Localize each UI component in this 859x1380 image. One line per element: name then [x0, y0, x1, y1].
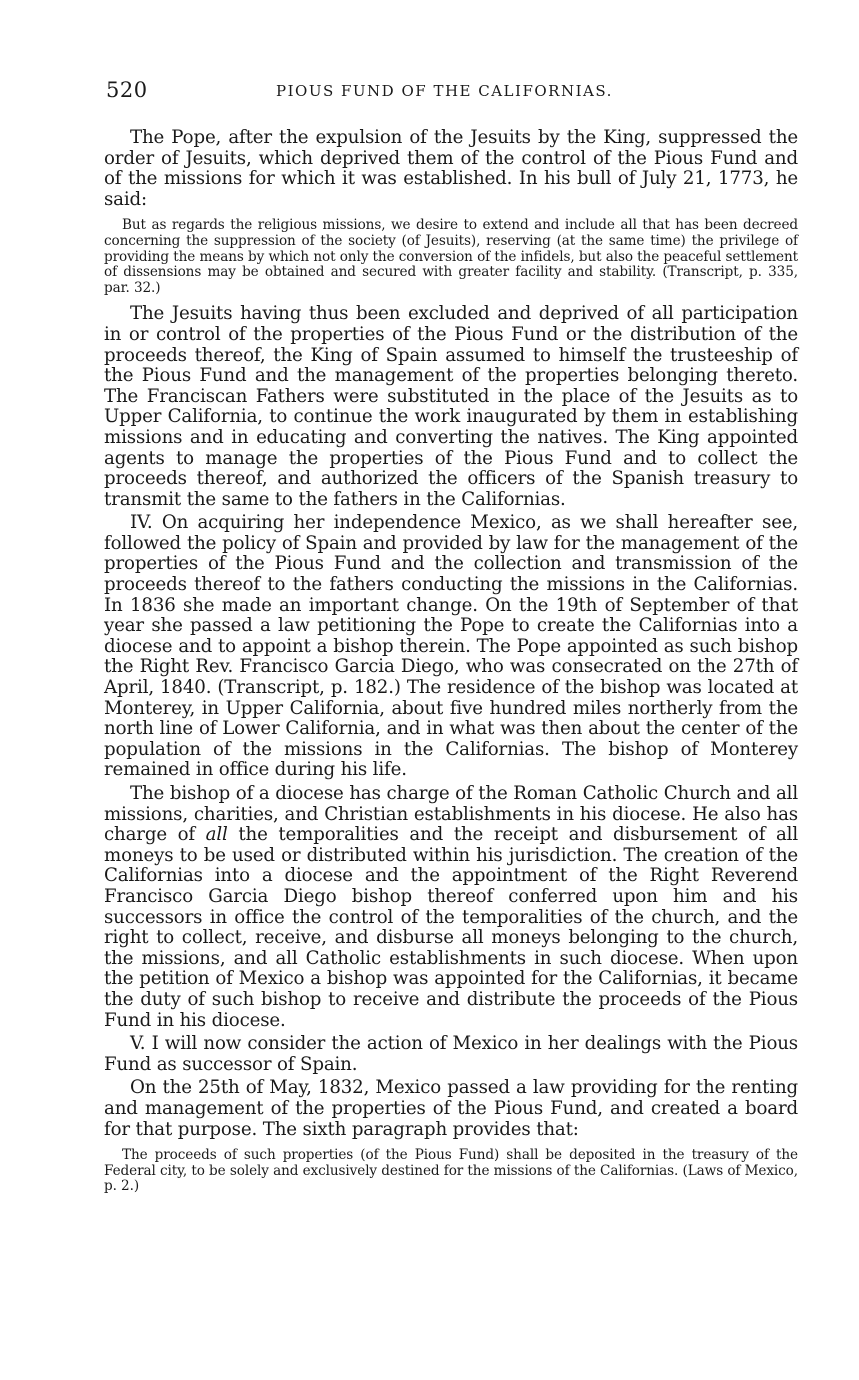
block-quote-papal-bull: But as regards the religious missions, we desire to extend and include all that has been decreed concerning the suppression of the society (of Jesuits), reserving (at the same time) the privilege of providing the means by which not only the conversion of the infidels, but also the peaceful settlement of dissensions may be obtained and secured with greater facility and stability. (Transcript, p. 335, par. 32.) [104, 217, 798, 296]
paragraph-bishop-diocese [104, 784, 798, 1031]
running-title: PIOUS FUND OF THE CALIFORNIAS. [276, 82, 613, 100]
block-quote-laws-of-mexico: The proceeds of such properties (of the Pious Fund) shall be deposited in the treasury of the Federal city, to be solely and exclusively destined for the missions of the Californias. (Laws of Mexico, p. 2.) [104, 1147, 798, 1195]
page-number: 520 [106, 78, 148, 102]
paragraph-section-iv: IV. On acquiring her independence Mexico, as we shall hereafter see, followed the policy of Spain and provided by law for the management of the properties of the Pious Fund and the collection and transmission of the proceeds thereof to the fathers conducting the missions in the Californias. In 1836 she made an important change. On the 19th of September of that year she passed a law petitioning the Pope to create the Californias into a diocese and to appoint a bishop therein. The Pope appointed as such bishop the Right Rev. Francisco Garcia Diego, who was consecrated on the 27th of April, 1840. (Transcript, p. 182.) The residence of the bishop was located at Monterey, in Upper California, about five hundred miles northerly from the north line of Lower California, and in what was then about the center of the population of the missions in the Californias. The bishop of Monterey remained in office during his life. [104, 512, 798, 781]
paragraph-text-before-emphasis: The bishop of a diocese has charge of the Roman Catholic Church and all missions, charities, and Christian establishments in his diocese. He also has charge of [104, 783, 798, 846]
document-body [104, 128, 798, 1195]
paragraph-section-v: V. I will now consider the action of Mexico in her dealings with the Pious Fund as successor of Spain. [104, 1033, 798, 1075]
paragraph-jesuits-excluded: The Jesuits having thus been excluded and deprived of all participation in or control of the properties of the Pious Fund or the distribution of the proceeds thereof, the King of Spain assumed to himself the trusteeship of the Pious Fund and the management of the properties belonging thereto. The Franciscan Fathers were substituted in the place of the Jesuits as to Upper California, to continue the work inaugurated by them in establishing missions and in educating and converting the natives. The King appointed agents to manage the properties of the Pious Fund and to collect the proceeds thereof, and authorized the officers of the Spanish treasury to transmit the same to the fathers in the Californias. [104, 303, 798, 510]
running-header [106, 78, 806, 104]
paragraph-text-after-emphasis: the temporalities and the receipt and disbursement of all moneys to be used or distributed within his jurisdiction. The creation of the Californias into a diocese and the appointment of the Right Reverend Francisco Garcia Diego bishop thereof conferred upon him and his successors in office the control of the temporalities of the church, and the right to collect, receive, and disburse all moneys belonging to the church, the missions, and all Catholic establishments in such diocese. When upon the petition of Mexico a bishop was appointed for the Californias, it became the duty of such bishop to receive and distribute the proceeds of the Pious Fund in his diocese. [104, 824, 798, 1031]
paragraph-law-1832: On the 25th of May, 1832, Mexico passed a law providing for the renting and management of the properties of the Pious Fund, and created a board for that purpose. The sixth paragraph provides that: [104, 1077, 798, 1140]
emphasis-word: all [205, 824, 228, 846]
paragraph-pope-suppression: The Pope, after the expulsion of the Jesuits by the King, suppressed the order of Jesuits, which deprived them of the control of the Pious Fund and of the missions for which it was established. In his bull of July 21, 1773, he said: [104, 127, 798, 210]
